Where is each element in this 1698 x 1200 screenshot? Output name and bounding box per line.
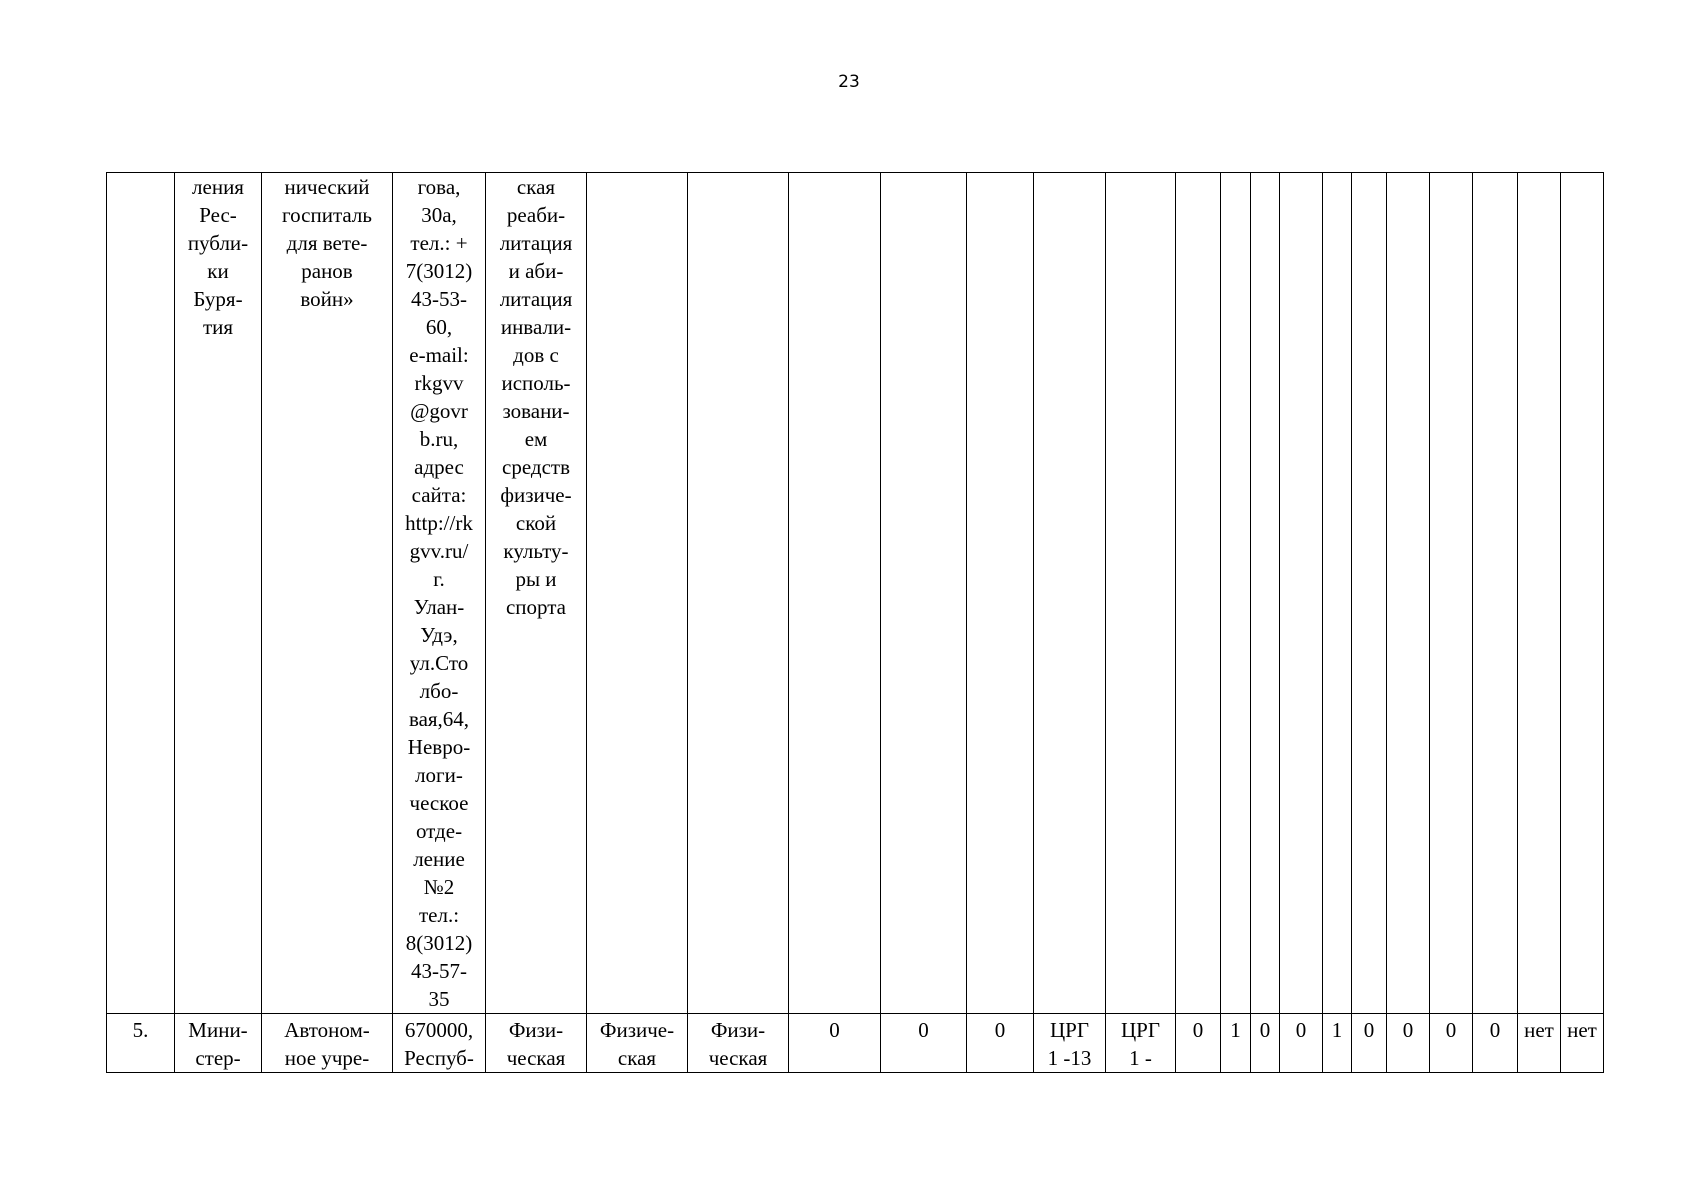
table-cell [1034, 173, 1106, 1014]
table-cell [967, 173, 1034, 1014]
table-cell: Мини- стер- [175, 1014, 262, 1073]
table-cell: 1 [1221, 1014, 1251, 1073]
table-cell: Физи- ческая [688, 1014, 789, 1073]
table-cell: 0 [1430, 1014, 1473, 1073]
table-cell: 0 [881, 1014, 967, 1073]
table-cell: 0 [1352, 1014, 1387, 1073]
table-cell [1176, 173, 1221, 1014]
table-cell [1323, 173, 1352, 1014]
table-cell: Физи- ческая [486, 1014, 587, 1073]
table-cell [1473, 173, 1518, 1014]
table-cell: 0 [1280, 1014, 1323, 1073]
table-cell: 0 [1387, 1014, 1430, 1073]
table-cell: 670000, Респуб- [393, 1014, 486, 1073]
table-cell [587, 173, 688, 1014]
table-cell [107, 173, 175, 1014]
table-cell [1561, 173, 1604, 1014]
table-cell: гова, 30а, тел.: + 7(3012) 43-53- 60, e-mail: rkgvv @govr b.ru, адрес сайта: http://rk gvv.ru/ г. Улан- Удэ, ул.Сто лбо- вая,64, Невро- логи- ческое отде- ление №2 тел.: 8(3012) 43-57- 35 [393, 173, 486, 1014]
table-cell [1518, 173, 1561, 1014]
table-cell: 0 [1176, 1014, 1221, 1073]
data-table [106, 172, 1604, 1073]
table-cell [1430, 173, 1473, 1014]
table-cell: 0 [1251, 1014, 1280, 1073]
page-number: 23 [838, 72, 860, 92]
table-cell: ления Рес- публи- ки Буря- тия [175, 173, 262, 1014]
table-cell [1221, 173, 1251, 1014]
table-cell: 0 [1473, 1014, 1518, 1073]
table-cell: 0 [967, 1014, 1034, 1073]
table-cell: нет [1561, 1014, 1604, 1073]
table-cell: 0 [789, 1014, 881, 1073]
table-cell [1280, 173, 1323, 1014]
table-row [107, 173, 1604, 1014]
table-cell: Автоном- ное учре- [262, 1014, 393, 1073]
table-cell: нет [1518, 1014, 1561, 1073]
table-cell: Физиче- ская [587, 1014, 688, 1073]
table-cell: ЦРГ 1 -13 [1034, 1014, 1106, 1073]
table-cell: ская реаби- литация и аби- литация инвали- дов с исполь- зовани- ем средств физиче- ской культу- ры и спорта [486, 173, 587, 1014]
table-cell [1352, 173, 1387, 1014]
table-row [107, 1014, 1604, 1073]
table-cell [1251, 173, 1280, 1014]
table-cell [881, 173, 967, 1014]
table-cell: нический госпиталь для вете- ранов войн» [262, 173, 393, 1014]
table-cell [688, 173, 789, 1014]
table-cell: 1 [1323, 1014, 1352, 1073]
table-cell [789, 173, 881, 1014]
table-cell: ЦРГ 1 - [1106, 1014, 1176, 1073]
table-cell [1387, 173, 1430, 1014]
table-cell [1106, 173, 1176, 1014]
table-cell: 5. [107, 1014, 175, 1073]
